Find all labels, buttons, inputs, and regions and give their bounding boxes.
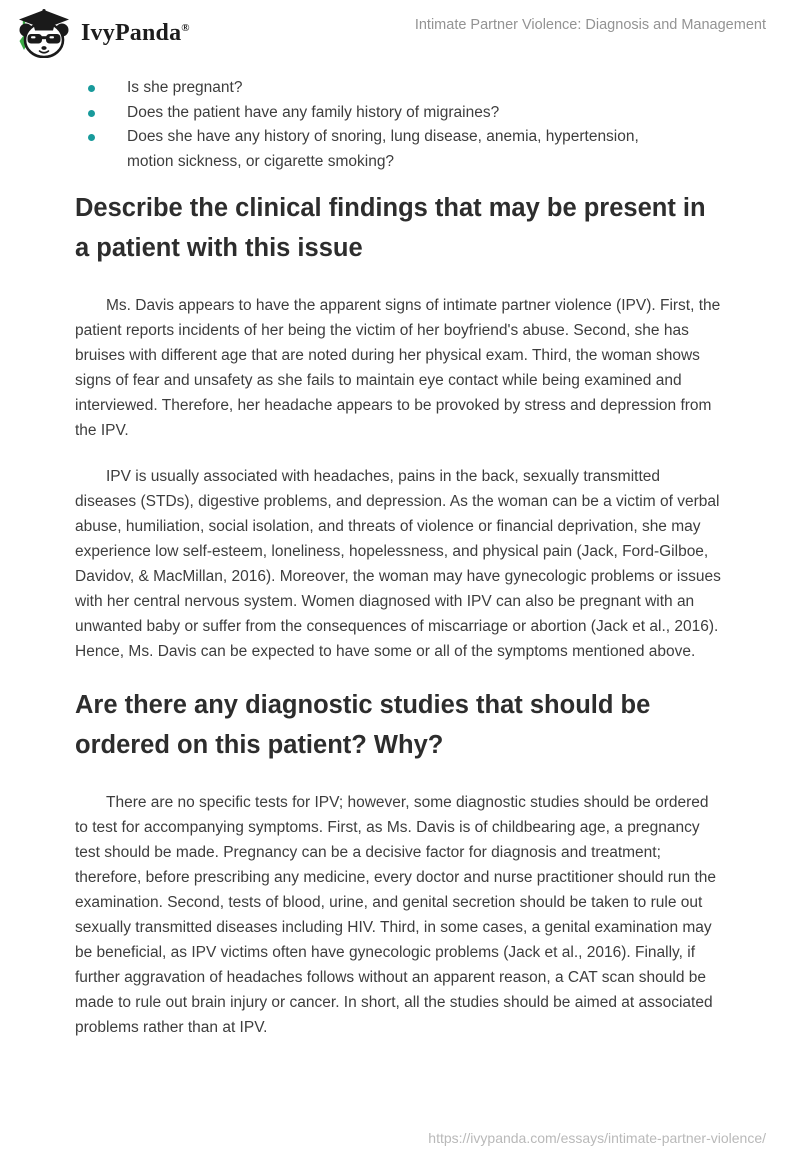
paragraph: IPV is usually associated with headaches, pains in the back, sexually transmitted diseases (STDs), digestive problems, and depression. As the woman can be a victim of verbal abuse, humiliation, social isolation, and threats of violence or financial deprivation, she may experience low self-esteem, loneliness, hopelessness, and physical pain (Jack, Ford-Gilboe, Davidov, & MacMillan, 2016). Moreover, the woman may have gynecologic problems or issues with her central nervous system. Women diagnosed with IPV can also be pregnant with an unwanted baby or suffer from the consequences of miscarriage or abortion (Jack et al., 2016). Hence, Ms. Davis can be expected to have some or all of the symptoms mentioned above.: [75, 468, 721, 660]
registered-trademark-symbol: ®: [181, 22, 190, 34]
bullet-icon: [88, 85, 95, 92]
page-header: [0, 0, 800, 60]
logo-name: IvyPanda: [81, 20, 182, 46]
section-heading-clinical-findings: Describe the clinical findings that may be present in a patient with this issue: [75, 194, 706, 262]
list-item-text: Is she pregnant?: [127, 79, 243, 96]
section-heading-diagnostic-studies: Are there any diagnostic studies that should be ordered on this patient? Why?: [75, 691, 651, 759]
panda-graduate-icon: [14, 8, 74, 58]
bullet-icon: [88, 110, 95, 117]
question-list: [75, 76, 689, 174]
paragraph: Ms. Davis appears to have the apparent signs of intimate partner violence (IPV). First, the patient reports incidents of her being the victim of her boyfriend's abuse. Second, she has bruises with different age that are noted during her physical exam. Third, the woman shows signs of fear and unsafety as she fails to maintain eye contact while being examined and interviewed. Therefore, her headache appears to be provoked by stress and depression from the IPV.: [75, 297, 721, 439]
paragraph: There are no specific tests for IPV; however, some diagnostic studies should be ordered to test for accompanying symptoms. First, as Ms. Davis is of childbearing age, a pregnancy test should be made. Pregnancy can be a decisive factor for diagnosis and treatment; therefore, before prescribing any medicine, every doctor and nurse practitioner should run the examination. Second, tests of blood, urine, and genital secretion should be taken to rule out sexually transmitted diseases including HIV. Third, in some cases, a genital examination may be beneficial, as IPV victims often have gynecologic problems (Jack et al., 2016). Finally, if further aggravation of headaches follows without an apparent reason, a CAT scan should be made to rule out brain injury or cancer. In short, all the studies should be aimed at associated problems rather than at IPV.: [75, 794, 717, 1036]
ivypanda-logo: [14, 8, 190, 58]
list-item-text: Does she have any history of snoring, lung disease, anemia, hypertension, motion sickness, or cigarette smoking?: [127, 128, 639, 170]
list-item: [75, 101, 689, 126]
list-item-text: Does the patient have any family history of migraines?: [127, 103, 500, 121]
list-item: [75, 125, 689, 174]
document-title: Intimate Partner Violence: Diagnosis and Management: [414, 17, 766, 33]
logo-wordmark: [81, 8, 190, 58]
document-body: [0, 60, 800, 1040]
list-item: [75, 76, 689, 101]
footer-source-url[interactable]: https://ivypanda.com/essays/intimate-partner-violence/: [428, 1130, 766, 1146]
bullet-icon: [88, 134, 95, 141]
